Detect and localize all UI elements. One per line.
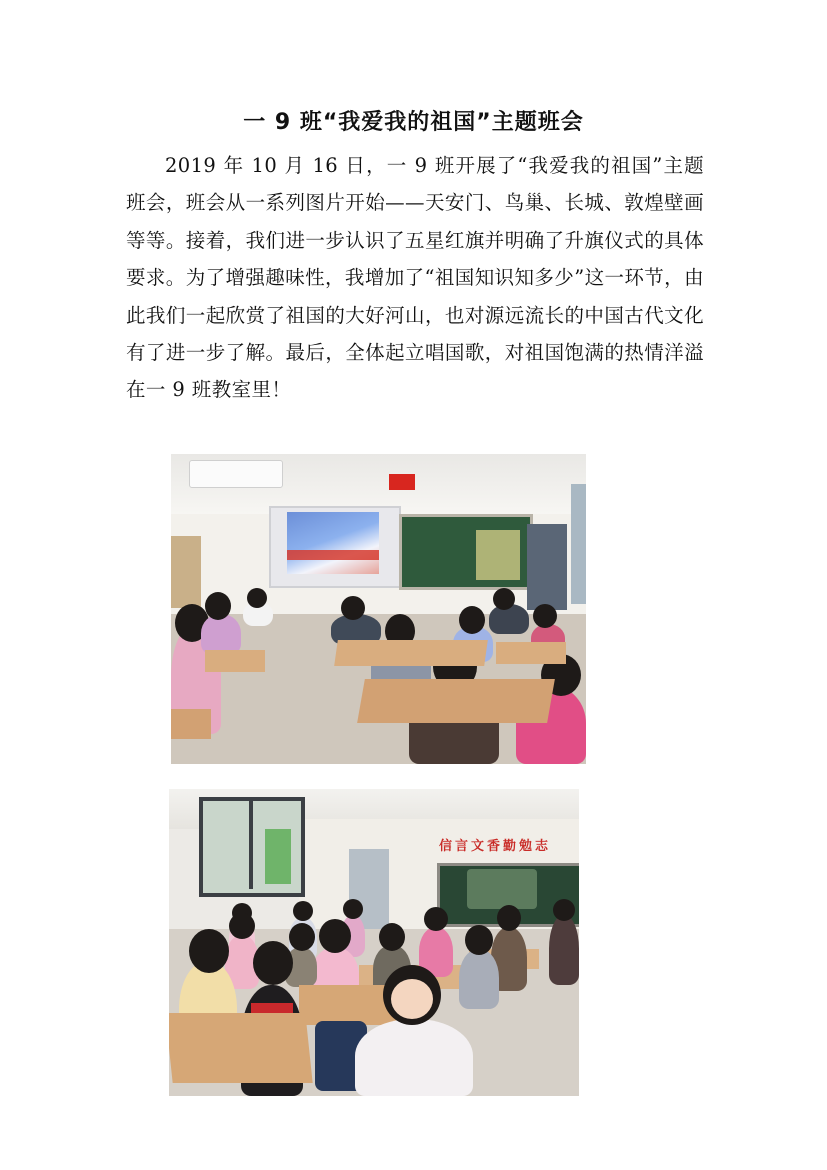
classroom-photo-1 [171, 454, 586, 764]
student-head [465, 925, 493, 955]
page-title: 一 9 班“我爱我的祖国”主题班会 [243, 110, 584, 135]
national-flag [389, 474, 415, 490]
slide-banner [287, 550, 379, 560]
desk [334, 640, 488, 666]
student-head [289, 923, 315, 951]
window-greenery [265, 829, 291, 884]
window-frame [249, 801, 253, 889]
projected-slide [287, 512, 379, 574]
student-head [459, 606, 485, 634]
student-head [253, 941, 293, 985]
desk [205, 650, 265, 672]
student-head [341, 596, 365, 620]
air-conditioner [189, 460, 283, 488]
student [355, 1019, 473, 1096]
student-head [293, 901, 313, 921]
chalkboard-drawing [467, 869, 537, 909]
student [201, 614, 241, 654]
student-head [379, 923, 405, 951]
student-head [319, 919, 351, 953]
student-face [391, 979, 433, 1019]
classroom-door [527, 524, 567, 610]
desk [357, 679, 555, 723]
student-head [493, 588, 515, 610]
window [571, 484, 586, 604]
wall-slogan: 信言文香勤勉志 [439, 839, 552, 854]
student-head [247, 588, 267, 608]
desk [496, 642, 566, 664]
student-head [553, 899, 575, 921]
student [459, 949, 499, 1009]
desk [171, 709, 211, 739]
student-head [229, 913, 255, 939]
student-head [343, 899, 363, 919]
student-head [497, 905, 521, 931]
classroom-photo-2 [169, 789, 579, 1096]
student [549, 915, 579, 985]
desk [169, 1013, 313, 1083]
chalkboard-poster [476, 530, 520, 580]
bookshelf [171, 536, 201, 608]
student-head [424, 907, 448, 931]
student-head [533, 604, 557, 628]
body-paragraph: 2019 年 10 月 16 日，一 9 班开展了“我爱我的祖国”主题班会，班会从一系列图片开始——天安门、鸟巢、长城、敦煌壁画等等。接着，我们进一步认识了五星红旗并明确了升旗仪式的具体要求。为了增强趣味性，我增加了“祖国知识知多少”这一环节，由此我们一起欣赏了祖国的大好河山，也对源远流长的中国古代文化有了进一步了解。最后，全体起立唱国歌，对祖国饱满的热情洋溢在一 9 班教室里！ [126, 154, 704, 402]
student-head [205, 592, 231, 620]
student-head [189, 929, 229, 973]
